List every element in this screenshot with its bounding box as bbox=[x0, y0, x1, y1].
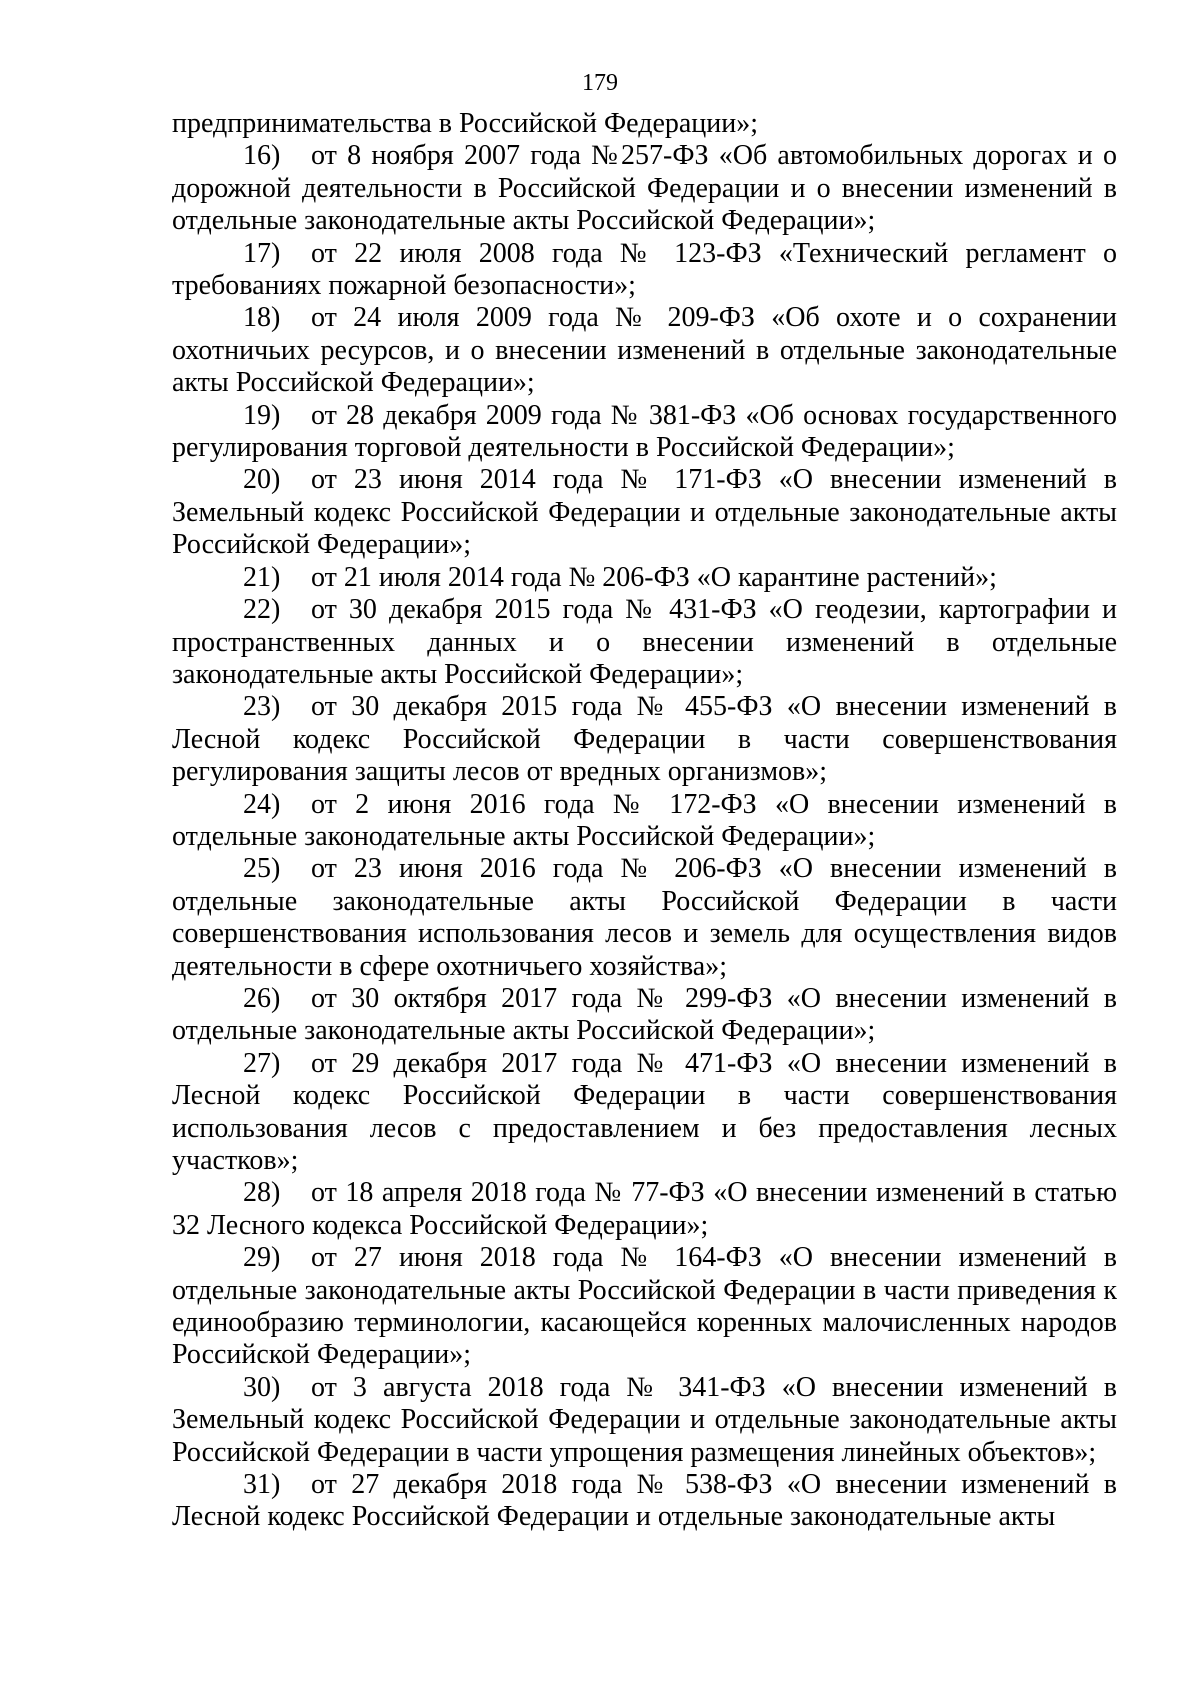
law-list-item bbox=[172, 1177, 1117, 1242]
list-item-number: 27) bbox=[243, 1047, 281, 1079]
document-body bbox=[172, 108, 1117, 1534]
list-item-text: от 28 декабря 2009 года № 381-ФЗ «Об основах государственного регулирования торговой деятельности в Российской Федерации»; bbox=[172, 399, 1117, 464]
list-item-text: от 30 октября 2017 года № 299-ФЗ «О внесении изменений в отдельные законодательные акты Российской Федерации»; bbox=[172, 982, 1117, 1047]
list-item-number: 29) bbox=[243, 1242, 281, 1274]
list-item-text: от 8 ноября 2007 года №257-ФЗ «Об автомобильных дорогах и о дорожной деятельности в Российской Федерации и о внесении изменений в отдельные законодательные акты Российской Федерации»; bbox=[172, 140, 1117, 237]
law-list-item bbox=[172, 1469, 1117, 1534]
list-item-number: 16) bbox=[243, 140, 281, 172]
law-list-item bbox=[172, 983, 1117, 1048]
list-item-number: 24) bbox=[243, 788, 281, 820]
list-item-number: 17) bbox=[243, 237, 281, 269]
law-list-item bbox=[172, 562, 1117, 594]
list-item-text: от 24 июля 2009 года № 209-ФЗ «Об охоте и о сохранении охотничьих ресурсов, и о внесении изменений в отдельные законодательные акты Российской Федерации»; bbox=[172, 302, 1117, 399]
law-list bbox=[172, 140, 1117, 1533]
list-item-text: от 23 июня 2014 года № 171-ФЗ «О внесении изменений в Земельный кодекс Российской Федерации и отдельные законодательные акты Российской Федерации»; bbox=[172, 464, 1117, 561]
law-list-item bbox=[172, 400, 1117, 465]
list-item-number: 19) bbox=[243, 399, 281, 431]
list-item-number: 31) bbox=[243, 1469, 281, 1501]
list-item-text: от 27 декабря 2018 года № 538-ФЗ «О внесении изменений в Лесной кодекс Российской Федерации и отдельные законодательные акты bbox=[172, 1469, 1117, 1533]
list-item-text: от 18 апреля 2018 года № 77-ФЗ «О внесении изменений в статью 32 Лесного кодекса Российской Федерации»; bbox=[172, 1177, 1117, 1241]
list-item-text: от 3 августа 2018 года № 341-ФЗ «О внесении изменений в Земельный кодекс Российской Федерации и отдельные законодательные акты Российской Федерации в части упрощения размещения линейных объектов»; bbox=[172, 1371, 1117, 1468]
list-item-text: от 2 июня 2016 года № 172-ФЗ «О внесении изменений в отдельные законодательные акты Российской Федерации»; bbox=[172, 788, 1117, 852]
list-item-number: 18) bbox=[243, 302, 281, 334]
law-list-item bbox=[172, 789, 1117, 854]
list-item-text: от 29 декабря 2017 года № 471-ФЗ «О внесении изменений в Лесной кодекс Российской Федерации в части совершенствования использования лесов с предоставлением и без предоставления лесных участков»; bbox=[172, 1047, 1117, 1176]
page-number: 179 bbox=[582, 70, 618, 96]
list-item-number: 23) bbox=[243, 691, 281, 723]
law-list-item bbox=[172, 302, 1117, 399]
law-list-item bbox=[172, 853, 1117, 983]
law-list-item bbox=[172, 1372, 1117, 1469]
list-item-number: 26) bbox=[243, 982, 281, 1014]
list-item-text: от 30 декабря 2015 года № 455-ФЗ «О внесении изменений в Лесной кодекс Российской Федерации в части совершенствования регулирования защиты лесов от вредных организмов»; bbox=[172, 691, 1117, 788]
law-list-item bbox=[172, 594, 1117, 691]
law-list-item bbox=[172, 140, 1117, 237]
list-item-text: от 21 июля 2014 года № 206-ФЗ «О карантине растений»; bbox=[311, 561, 997, 593]
law-list-item bbox=[172, 691, 1117, 788]
list-item-text: от 22 июля 2008 года № 123-ФЗ «Технический регламент о требованиях пожарной безопасности»; bbox=[172, 237, 1117, 302]
list-item-text: от 27 июня 2018 года № 164-ФЗ «О внесении изменений в отдельные законодательные акты Российской Федерации в части приведения к единообразию терминологии, касающейся коренных малочисленных народов Российской Федерации»; bbox=[172, 1242, 1117, 1371]
law-list-item bbox=[172, 464, 1117, 561]
list-item-number: 25) bbox=[243, 853, 281, 885]
law-list-item bbox=[172, 1048, 1117, 1178]
list-item-number: 30) bbox=[243, 1371, 281, 1403]
law-list-item bbox=[172, 1242, 1117, 1372]
list-item-number: 20) bbox=[243, 464, 281, 496]
continuation-paragraph: предпринимательства в Российской Федерации»; bbox=[172, 108, 759, 139]
law-list-item bbox=[172, 238, 1117, 303]
list-item-number: 22) bbox=[243, 594, 281, 626]
list-item-number: 21) bbox=[243, 561, 281, 593]
list-item-text: от 30 декабря 2015 года № 431-ФЗ «О геодезии, картографии и пространственных данных и о внесении изменений в отдельные законодательные акты Российской Федерации»; bbox=[172, 594, 1117, 690]
list-item-text: от 23 июня 2016 года № 206-ФЗ «О внесении изменений в отдельные законодательные акты Российской Федерации в части совершенствования использования лесов и земель для осуществления видов деятельности в сфере охотничьего хозяйства»; bbox=[172, 853, 1117, 982]
list-item-number: 28) bbox=[243, 1177, 281, 1209]
